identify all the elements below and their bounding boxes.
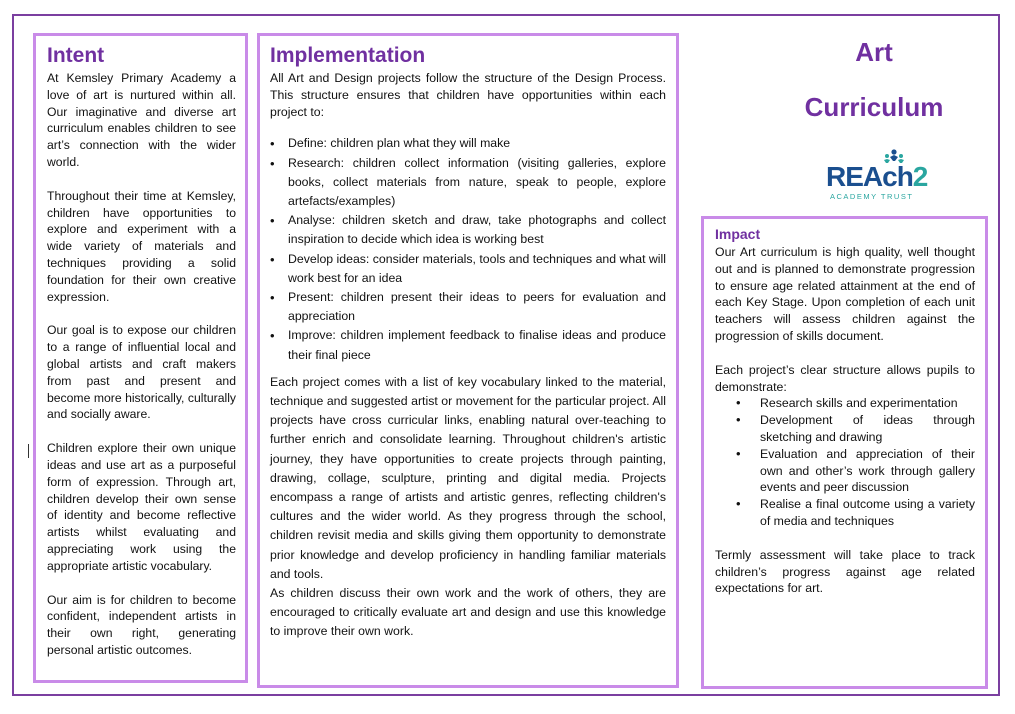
impact-lead: Each project’s clear structure allows pupils to demonstrate:: [715, 362, 975, 394]
list-item: • Evaluation and appreciation of their own and other’s work through gallery events and peer discussion: [715, 446, 975, 496]
list-item: • Research skills and experimentation: [715, 395, 975, 412]
implementation-body: Each project comes with a list of key vocabulary linked to the material, technique and suggested artist or movement for the particular project. All projects have cross curricular links, enabling natural over-teaching to further enrich and consolidate learning. Throughout children's artistic journey, they have opportunities to create projects through painting, drawing, collage, sculpture, printing and digital media. Projects encompass a range of artists and artistic genres, reflecting children's cultures and the wider world. As they progress through the school, children revisit media and skills giving them opportunity to demonstrate prior knowledge and develop proficiency in handling familiar materials and tools.: [270, 374, 666, 581]
list-item: • Development of ideas through sketching and drawing: [715, 412, 975, 446]
list-item: • Present: children present their ideas to peers for evaluation and appreciation: [270, 288, 666, 326]
impact-closing: Termly assessment will take place to track children’s progress against age related expectations for art.: [715, 547, 975, 596]
list-item: • Improve: children implement feedback to finalise ideas and produce their final piece: [270, 326, 666, 364]
logo-number: 2: [912, 161, 928, 192]
impact-intro: Our Art curriculum is high quality, well thought out and is planned to demonstrate progression to ensure age related attainment at the end of each Key Stage. Upon completion of each unit teachers will assess children against the progression of skills document.: [715, 245, 975, 343]
list-item: • Analyse: children sketch and draw, take photographs and collect inspiration to decide which idea is working best: [270, 211, 666, 249]
intent-paragraph-5: Our aim is for children to become confident, independent artists in their own right, generating personal artistic outcomes.: [47, 592, 236, 657]
design-process-list: [270, 134, 666, 364]
reach2-logo: [826, 148, 934, 204]
list-item: • Develop ideas: consider materials, tools and techniques and what will work best for an idea: [270, 250, 666, 288]
page-title-line-2: Curriculum: [804, 92, 944, 122]
intent-paragraph-2: Throughout their time at Kemsley, children have opportunities to explore and experiment with a wide variety of materials and techniques providing a solid foundation for their own creative expression.: [47, 188, 236, 304]
implementation-intro: All Art and Design projects follow the structure of the Design Process. This structure ensures that children have opportunities within each project to:: [270, 71, 666, 119]
implementation-panel: [257, 33, 679, 688]
impact-list: [715, 395, 975, 529]
page-title-line-1: Art: [855, 37, 893, 67]
list-item: • Define: children plan what they will make: [270, 134, 666, 153]
text-cursor: [28, 444, 29, 458]
implementation-heading: Implementation: [270, 44, 426, 67]
list-item: • Research: children collect information (visiting galleries, explore books, collect materials from nature, speak to people, explore artefacts/examples): [270, 154, 666, 212]
logo-wordmark: [826, 162, 927, 192]
intent-panel: [33, 33, 248, 683]
logo-main-text: REAch: [826, 161, 913, 192]
intent-heading: Intent: [47, 44, 105, 67]
intent-paragraph-1: At Kemsley Primary Academy a love of art is nurtured within all. Our imaginative and diverse art curriculum enables children to see art’s connection with the wider world.: [47, 71, 236, 169]
implementation-closing: As children discuss their own work and the work of others, they are encouraged to critically evaluate art and design and use this knowledge to improve their own work.: [270, 586, 666, 639]
intent-paragraph-4: Children explore their own unique ideas and use art as a purposeful form of expression. Through art, children develop their own sense of identity and become reflective artists whilst evaluating and appreciating work using the appropriate artistic vocabulary.: [47, 441, 236, 573]
impact-heading: Impact: [715, 226, 761, 242]
intent-paragraph-3: Our goal is to expose our children to a range of influential local and global artists and craft makers from past and present and become more historically, culturally and socially aware.: [47, 323, 236, 422]
list-item: • Realise a final outcome using a variety of media and techniques: [715, 496, 975, 530]
impact-panel: [701, 216, 988, 689]
logo-subtitle: ACADEMY TRUST: [830, 192, 914, 201]
